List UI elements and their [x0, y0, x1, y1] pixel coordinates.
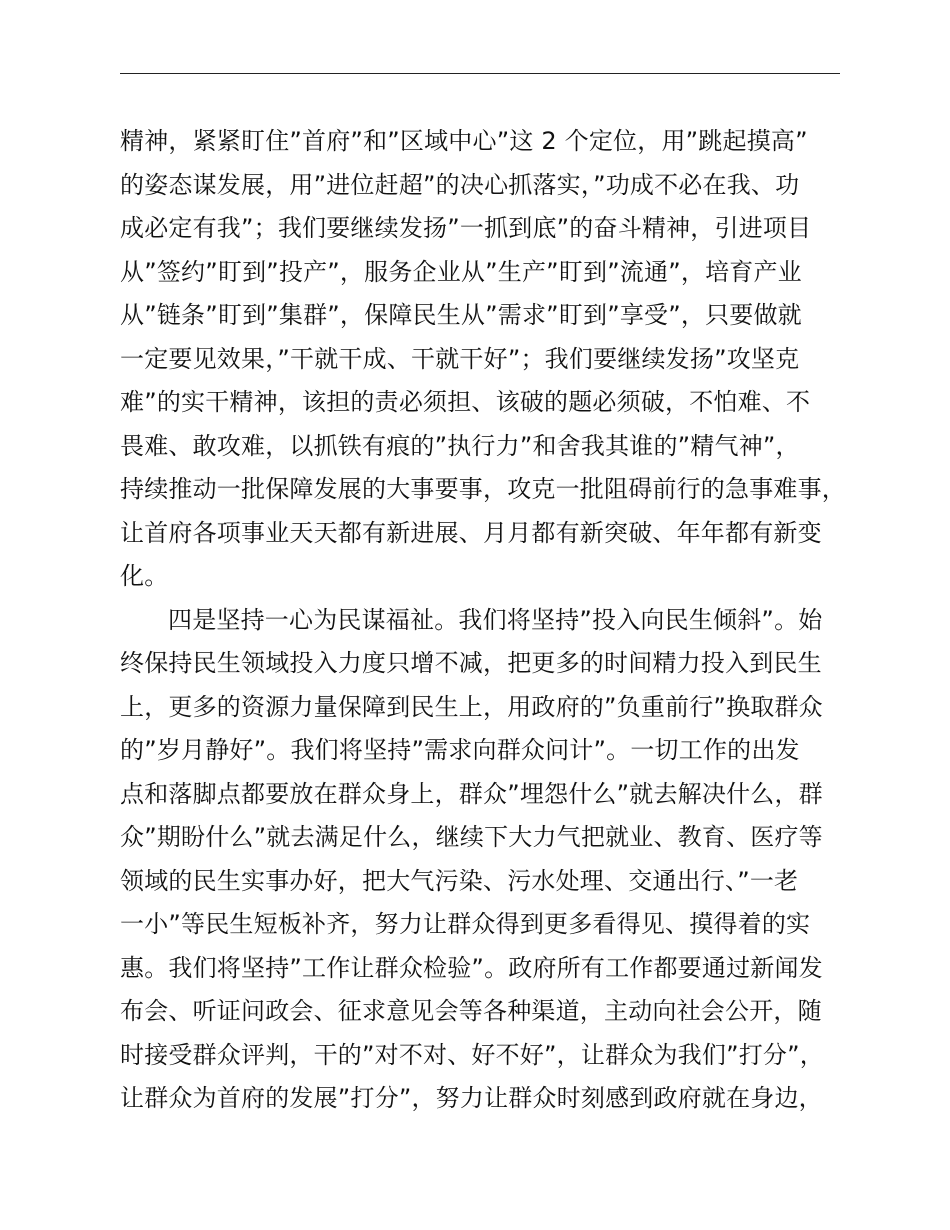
text-line: 让首府各项事业天天都有新进展、月月都有新突破、年年都有新变	[120, 518, 822, 547]
text-line: 从”链条”盯到”集群”，保障民生从”需求”盯到”享受”，只要做就	[120, 301, 802, 329]
text-line: 终保持民生领域投入力度只增不减，把更多的时间精力投入到民生	[120, 649, 822, 677]
text-line: 点和落脚点都要放在群众身上，群众”埋怨什么”就去解决什么，群	[120, 779, 823, 808]
text-line: 上，更多的资源力量保障到民生上，用政府的”负重前行”换取群众	[120, 692, 823, 721]
text-line: 众”期盼什么”就去满足什么，继续下大力气把就业、教育、医疗等	[120, 823, 823, 851]
document-body	[120, 120, 860, 1121]
text-line: 惠。我们将坚持”工作让群众检验”。政府所有工作都要通过新闻发	[120, 953, 823, 982]
text-line: 精神，紧紧盯住”首府”和”区域中心”这 2 个定位，用”跳起摸高”	[120, 127, 808, 155]
paragraph-start-line: 四是坚持一心为民谋福祉。我们将坚持”投入向民生倾斜”。始	[168, 605, 823, 634]
text-line: 化。	[120, 562, 169, 590]
text-line: 的”岁月静好”。我们将坚持”需求向群众问计”。一切工作的出发	[120, 736, 800, 764]
text-line: 一小”等民生短板补齐，努力让群众得到更多看得见、摸得着的实	[120, 910, 811, 938]
header-rule	[120, 73, 840, 74]
text-line: 畏难、敢攻难，以抓铁有痕的”执行力”和舍我其谁的”精气神”，	[120, 431, 800, 460]
text-line: 让群众为首府的发展”打分”，努力让群众时刻感到政府就在身边，	[120, 1084, 823, 1112]
text-line: 难”的实干精神，该担的责必须担、该破的题必须破，不怕难、不	[120, 388, 811, 416]
text-line: 布会、听证问政会、征求意见会等各种渠道，主动向社会公开，随	[120, 997, 822, 1025]
text-line: 一定要见效果，”干就干成、干就干好”；我们要继续发扬”攻坚克	[120, 344, 800, 373]
text-line: 的姿态谋发展，用”进位赶超”的决心抓落实，”功成不必在我、功	[120, 170, 800, 199]
text-line: 从”签约”盯到”投产”，服务企业从”生产”盯到”流通”，培育产业	[120, 257, 802, 286]
text-line: 时接受群众评判，干的”对不对、好不好”，让群众为我们”打分”，	[120, 1040, 824, 1069]
text-line: 持续推动一批保障发展的大事要事，攻克一批阻碍前行的急事难事，	[120, 475, 846, 503]
text-line: 成必定有我”；我们要继续发扬”一抓到底”的奋斗精神，引进项目	[120, 214, 812, 242]
text-line: 领域的民生实事办好，把大气污染、污水处理、交通出行、”一老	[120, 866, 799, 895]
